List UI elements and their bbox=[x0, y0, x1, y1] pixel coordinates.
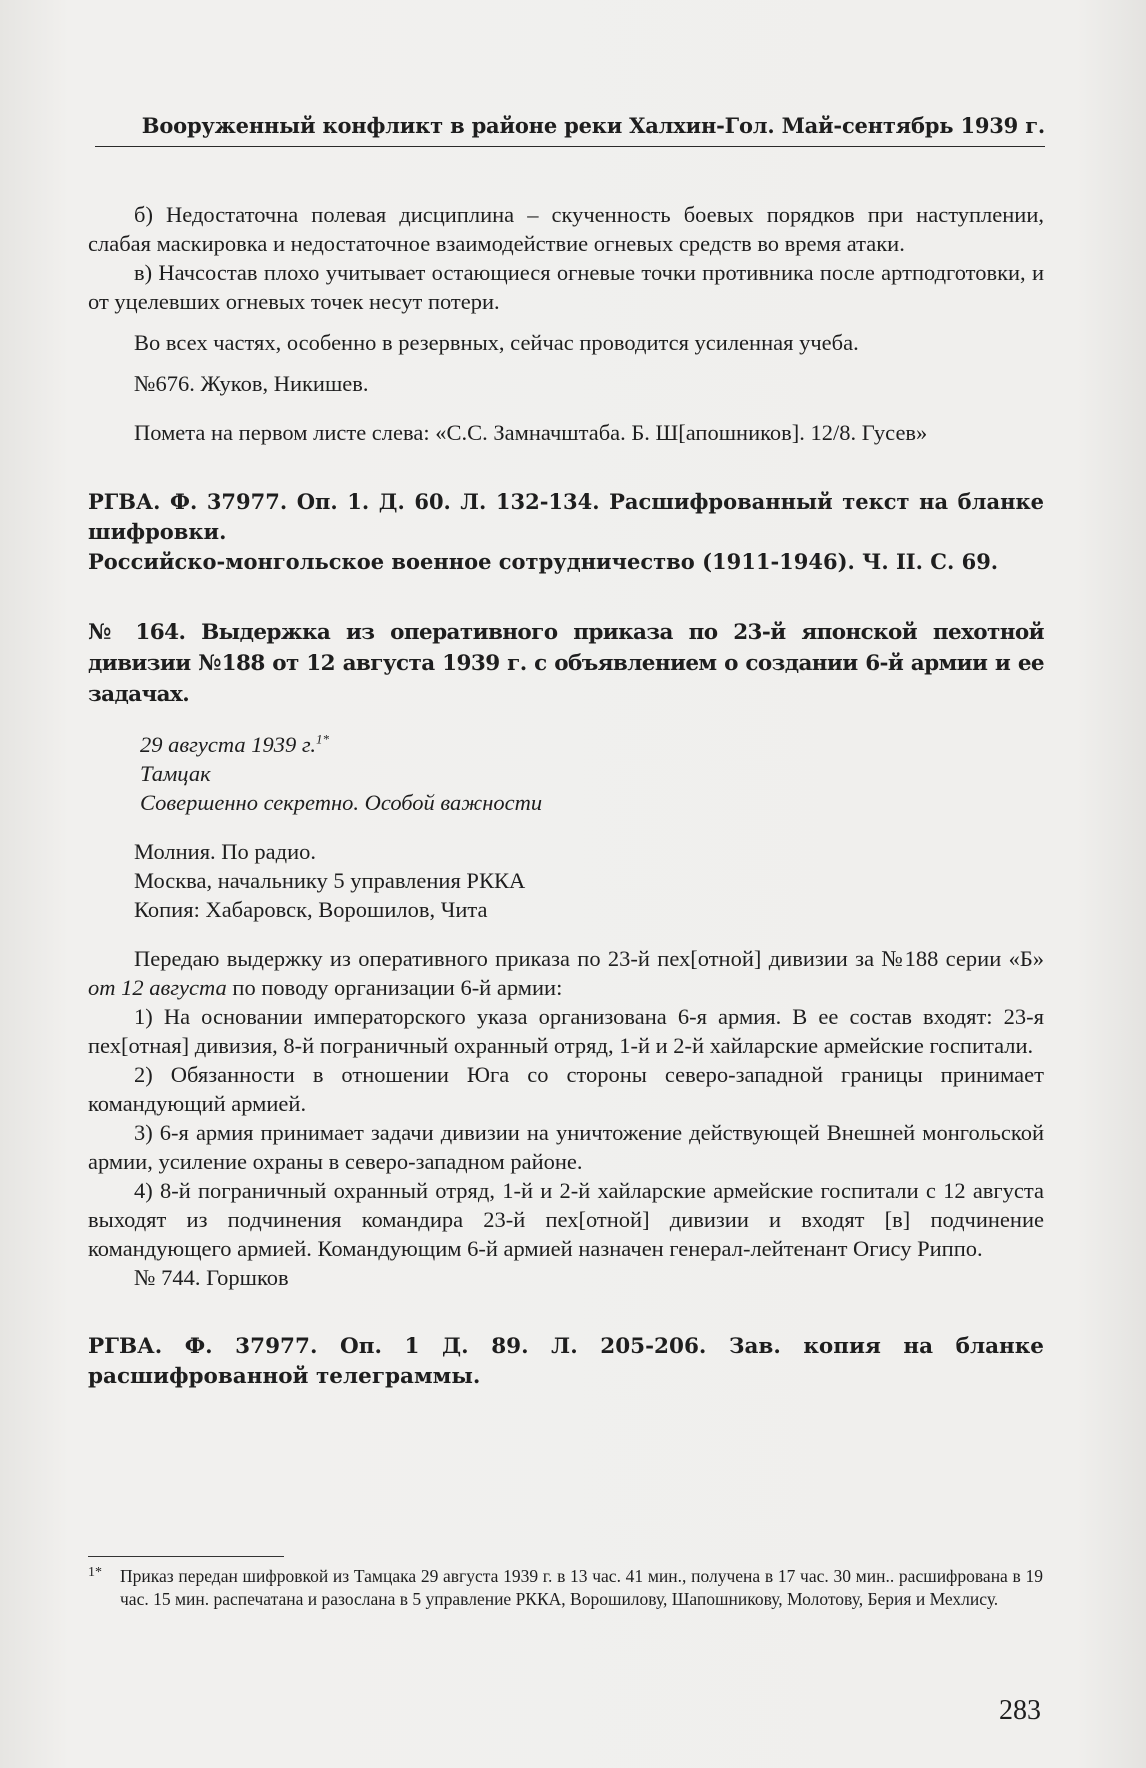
paragraph-training: Во всех частях, особенно в резервных, сейчас проводится усиленная учеба. bbox=[134, 330, 859, 355]
date-line: 29 августа 1939 г.$^{1*}$ bbox=[140, 731, 330, 757]
order-item-1: 1) На основании императорского указа организована 6-я армия. В ее состав входят: 23-я пех[отная] дивизия, 8-й пограничный охранный отряд, 1-й и 2-й хайларские армейские госпитали. bbox=[88, 1004, 1044, 1058]
footnote bbox=[88, 1565, 1043, 1611]
order-item-2: 2) Обязанности в отношении Юга со стороны северо-западной границы принимает командующий армией. bbox=[88, 1062, 1044, 1116]
page-number: 283 bbox=[999, 1695, 1041, 1726]
routing-block bbox=[88, 837, 1044, 924]
document-meta bbox=[88, 730, 1044, 817]
publication-source-1: Российско-монгольское военное сотрудничество (1911-1946). Ч. II. С. 69. bbox=[88, 549, 999, 574]
routing-urgency: Молния. По радио. bbox=[134, 839, 317, 864]
order-item-3: 3) 6-я армия принимает задачи дивизии на уничтожение действующей Внешней монгольской армии, усиление охраны в северо-западном районе. bbox=[88, 1120, 1044, 1174]
paragraph-b: б) Недостаточна полевая дисциплина – скученность боевых порядков при наступлении, слабая маскировка и недостаточное взаимодействие огневых средств во время атаки. bbox=[88, 202, 1044, 256]
order-item-4: 4) 8-й пограничный охранный отряд, 1-й и 2-й хайларские армейские госпитали с 12 августа выходят из подчинения командира 23-й пех[отной] дивизии и входят [в] подчинение командующего армией. Командующим 6-й армией назначен генерал-лейтенант Огису Риппо. bbox=[88, 1178, 1044, 1261]
signature-676: №676. Жуков, Никишев. bbox=[134, 371, 369, 396]
archive-source-2: РГВА. Ф. 37977. Оп. 1 Д. 89. Л. 205-206. Зав. копия на бланке расшифрованной телеграммы. bbox=[88, 1334, 1044, 1389]
document-title: № 164. Выдержка из оперативного приказа по 23-й японской пехотной дивизии №188 от 12 августа 1939 г. с объявлением о создании 6-й армии и ее задачах. bbox=[88, 620, 1044, 707]
main-text bbox=[88, 200, 1044, 1392]
routing-recipient: Москва, начальнику 5 управления РККА bbox=[134, 868, 526, 893]
footnote-marker: 1* bbox=[88, 1565, 102, 1580]
archive-source-1: РГВА. Ф. 37977. Оп. 1. Д. 60. Л. 132-134. Расшифрованный текст на бланке шифровки. bbox=[88, 489, 1044, 544]
footnote-rule bbox=[88, 1556, 284, 1557]
footnote-text: Приказ передан шифровкой из Тамцака 29 августа 1939 г. в 13 час. 41 мин., получена в 17 час. 30 мин.. расшифрована в 19 час. 15 мин. распечатана и разослана в 5 управление РККА, Ворошилову, Шапошникову, Молотову, Берия и Мехлису. bbox=[120, 1566, 1043, 1609]
paragraph-v: в) Начсостав плохо учитывает остающиеся огневые точки противника после артподготовки, и от уцелевших огневых точек несут потери. bbox=[88, 260, 1044, 314]
secrecy-stamp: Совершенно секретно. Особой важности bbox=[140, 790, 543, 815]
intro-paragraph: Передаю выдержку из оперативного приказа по 23-й пех[отной] дивизии за №188 серии «Б» от 12 августа по поводу организации 6-й армии: bbox=[88, 946, 1044, 1000]
margin-note: Помета на первом листе слева: «С.С. Замначштаба. Б. Ш[апошников]. 12/8. Гусев» bbox=[134, 420, 928, 445]
header-rule bbox=[95, 146, 1045, 147]
routing-copy: Копия: Хабаровск, Ворошилов, Чита bbox=[134, 897, 488, 922]
running-head: Вооруженный конфликт в районе реки Халхин-Гол. Май-сентябрь 1939 г. bbox=[141, 113, 1045, 138]
place: Тамцак bbox=[140, 761, 211, 786]
signature-744: № 744. Горшков bbox=[134, 1265, 289, 1290]
footnote-ref: 1* bbox=[316, 731, 330, 747]
